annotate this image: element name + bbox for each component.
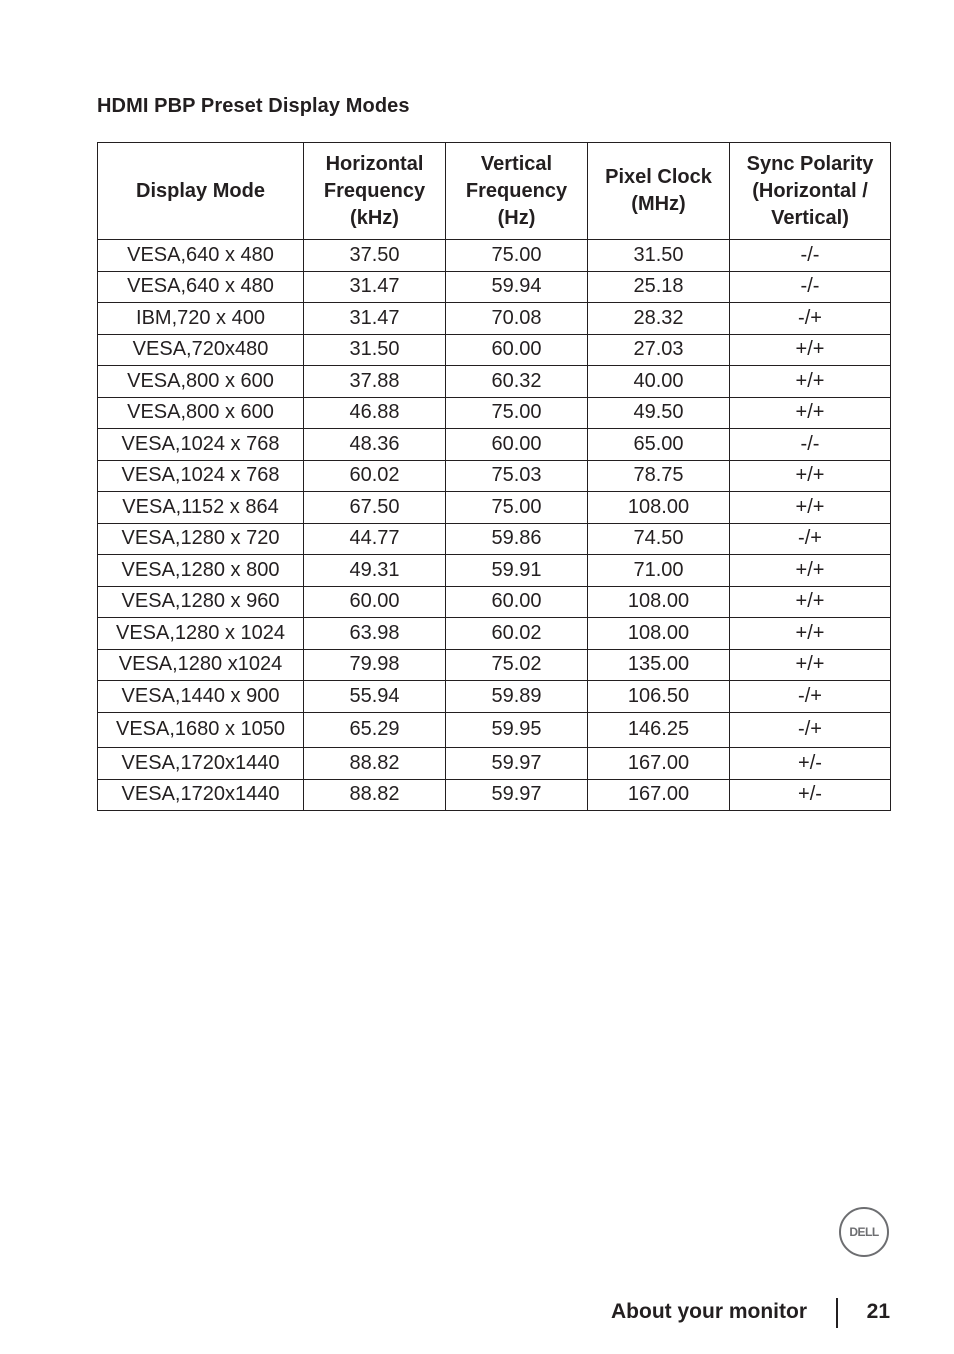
section-title: HDMI PBP Preset Display Modes [97,95,410,117]
dell-logo-text: DELL [849,1225,879,1239]
cell-display-mode: VESA,720x480 [98,334,304,366]
cell-horizontal-frequency: 37.88 [304,366,446,398]
cell-vertical-frequency: 75.00 [446,492,588,524]
cell-sync-polarity: -/- [730,240,891,272]
cell-display-mode: VESA,800 x 600 [98,366,304,398]
header-horizontal-frequency: Horizontal Frequency (kHz) [304,143,446,240]
cell-display-mode: VESA,1280 x 960 [98,586,304,618]
table-row [98,271,891,303]
cell-horizontal-frequency: 37.50 [304,240,446,272]
cell-vertical-frequency: 75.00 [446,240,588,272]
page-number: 21 [866,1300,890,1323]
table-row [98,748,891,780]
table-row [98,366,891,398]
table-row [98,240,891,272]
dell-logo [839,1207,889,1257]
table-row [98,681,891,713]
cell-vertical-frequency: 59.89 [446,681,588,713]
cell-horizontal-frequency: 31.47 [304,271,446,303]
cell-display-mode: VESA,1720x1440 [98,779,304,811]
table-row [98,303,891,335]
cell-vertical-frequency: 75.02 [446,649,588,681]
header-vertical-frequency: Vertical Frequency (Hz) [446,143,588,240]
cell-pixel-clock: 167.00 [588,779,730,811]
cell-vertical-frequency: 60.32 [446,366,588,398]
cell-sync-polarity: +/+ [730,334,891,366]
cell-display-mode: VESA,1280 x1024 [98,649,304,681]
table-row [98,712,891,748]
cell-horizontal-frequency: 55.94 [304,681,446,713]
cell-sync-polarity: +/- [730,748,891,780]
cell-horizontal-frequency: 60.00 [304,586,446,618]
cell-sync-polarity: +/+ [730,366,891,398]
cell-vertical-frequency: 59.91 [446,555,588,587]
cell-display-mode: VESA,1152 x 864 [98,492,304,524]
cell-sync-polarity: -/- [730,271,891,303]
cell-sync-polarity: +/+ [730,618,891,650]
cell-pixel-clock: 40.00 [588,366,730,398]
cell-sync-polarity: +/+ [730,649,891,681]
table-body [98,240,891,811]
cell-horizontal-frequency: 63.98 [304,618,446,650]
cell-horizontal-frequency: 67.50 [304,492,446,524]
cell-sync-polarity: -/+ [730,303,891,335]
cell-pixel-clock: 135.00 [588,649,730,681]
cell-sync-polarity: -/+ [730,681,891,713]
table-row [98,618,891,650]
cell-vertical-frequency: 59.97 [446,779,588,811]
cell-pixel-clock: 27.03 [588,334,730,366]
cell-horizontal-frequency: 79.98 [304,649,446,681]
cell-pixel-clock: 146.25 [588,712,730,748]
cell-pixel-clock: 25.18 [588,271,730,303]
cell-sync-polarity: +/+ [730,586,891,618]
cell-horizontal-frequency: 60.02 [304,460,446,492]
cell-pixel-clock: 108.00 [588,492,730,524]
cell-pixel-clock: 108.00 [588,618,730,650]
table-row [98,779,891,811]
cell-display-mode: VESA,1280 x 800 [98,555,304,587]
cell-display-mode: IBM,720 x 400 [98,303,304,335]
header-pixel-clock: Pixel Clock (MHz) [588,143,730,240]
cell-sync-polarity: +/- [730,779,891,811]
cell-horizontal-frequency: 31.47 [304,303,446,335]
header-sync-polarity: Sync Polarity (Horizontal / Vertical) [730,143,891,240]
cell-vertical-frequency: 60.02 [446,618,588,650]
cell-display-mode: VESA,1440 x 900 [98,681,304,713]
cell-vertical-frequency: 59.86 [446,523,588,555]
cell-sync-polarity: -/+ [730,712,891,748]
cell-sync-polarity: +/+ [730,492,891,524]
cell-vertical-frequency: 59.94 [446,271,588,303]
cell-horizontal-frequency: 46.88 [304,397,446,429]
cell-horizontal-frequency: 31.50 [304,334,446,366]
cell-display-mode: VESA,640 x 480 [98,271,304,303]
cell-pixel-clock: 71.00 [588,555,730,587]
cell-display-mode: VESA,1720x1440 [98,748,304,780]
table-header-row [98,143,891,240]
table-row [98,586,891,618]
cell-display-mode: VESA,640 x 480 [98,240,304,272]
cell-horizontal-frequency: 65.29 [304,712,446,748]
cell-vertical-frequency: 75.03 [446,460,588,492]
footer-section-label: About your monitor [611,1300,807,1323]
cell-pixel-clock: 108.00 [588,586,730,618]
cell-pixel-clock: 106.50 [588,681,730,713]
table-row [98,523,891,555]
cell-display-mode: VESA,1680 x 1050 [98,712,304,748]
header-display-mode: Display Mode [98,143,304,240]
cell-horizontal-frequency: 49.31 [304,555,446,587]
cell-pixel-clock: 49.50 [588,397,730,429]
cell-pixel-clock: 65.00 [588,429,730,461]
cell-sync-polarity: -/+ [730,523,891,555]
display-modes-table [97,142,891,811]
cell-display-mode: VESA,1280 x 1024 [98,618,304,650]
cell-vertical-frequency: 60.00 [446,586,588,618]
cell-horizontal-frequency: 48.36 [304,429,446,461]
cell-pixel-clock: 74.50 [588,523,730,555]
table-row [98,429,891,461]
table-row [98,397,891,429]
cell-vertical-frequency: 60.00 [446,334,588,366]
cell-display-mode: VESA,1024 x 768 [98,460,304,492]
cell-pixel-clock: 167.00 [588,748,730,780]
cell-vertical-frequency: 60.00 [446,429,588,461]
table-row [98,492,891,524]
cell-sync-polarity: +/+ [730,397,891,429]
cell-pixel-clock: 78.75 [588,460,730,492]
table-row [98,555,891,587]
cell-vertical-frequency: 70.08 [446,303,588,335]
cell-vertical-frequency: 59.95 [446,712,588,748]
table-row [98,649,891,681]
cell-horizontal-frequency: 88.82 [304,748,446,780]
cell-display-mode: VESA,1024 x 768 [98,429,304,461]
cell-vertical-frequency: 75.00 [446,397,588,429]
cell-sync-polarity: -/- [730,429,891,461]
footer-divider [836,1298,838,1328]
cell-display-mode: VESA,1280 x 720 [98,523,304,555]
cell-display-mode: VESA,800 x 600 [98,397,304,429]
cell-horizontal-frequency: 88.82 [304,779,446,811]
cell-sync-polarity: +/+ [730,460,891,492]
cell-pixel-clock: 28.32 [588,303,730,335]
cell-pixel-clock: 31.50 [588,240,730,272]
cell-horizontal-frequency: 44.77 [304,523,446,555]
cell-vertical-frequency: 59.97 [446,748,588,780]
table-row [98,460,891,492]
cell-sync-polarity: +/+ [730,555,891,587]
table-row [98,334,891,366]
